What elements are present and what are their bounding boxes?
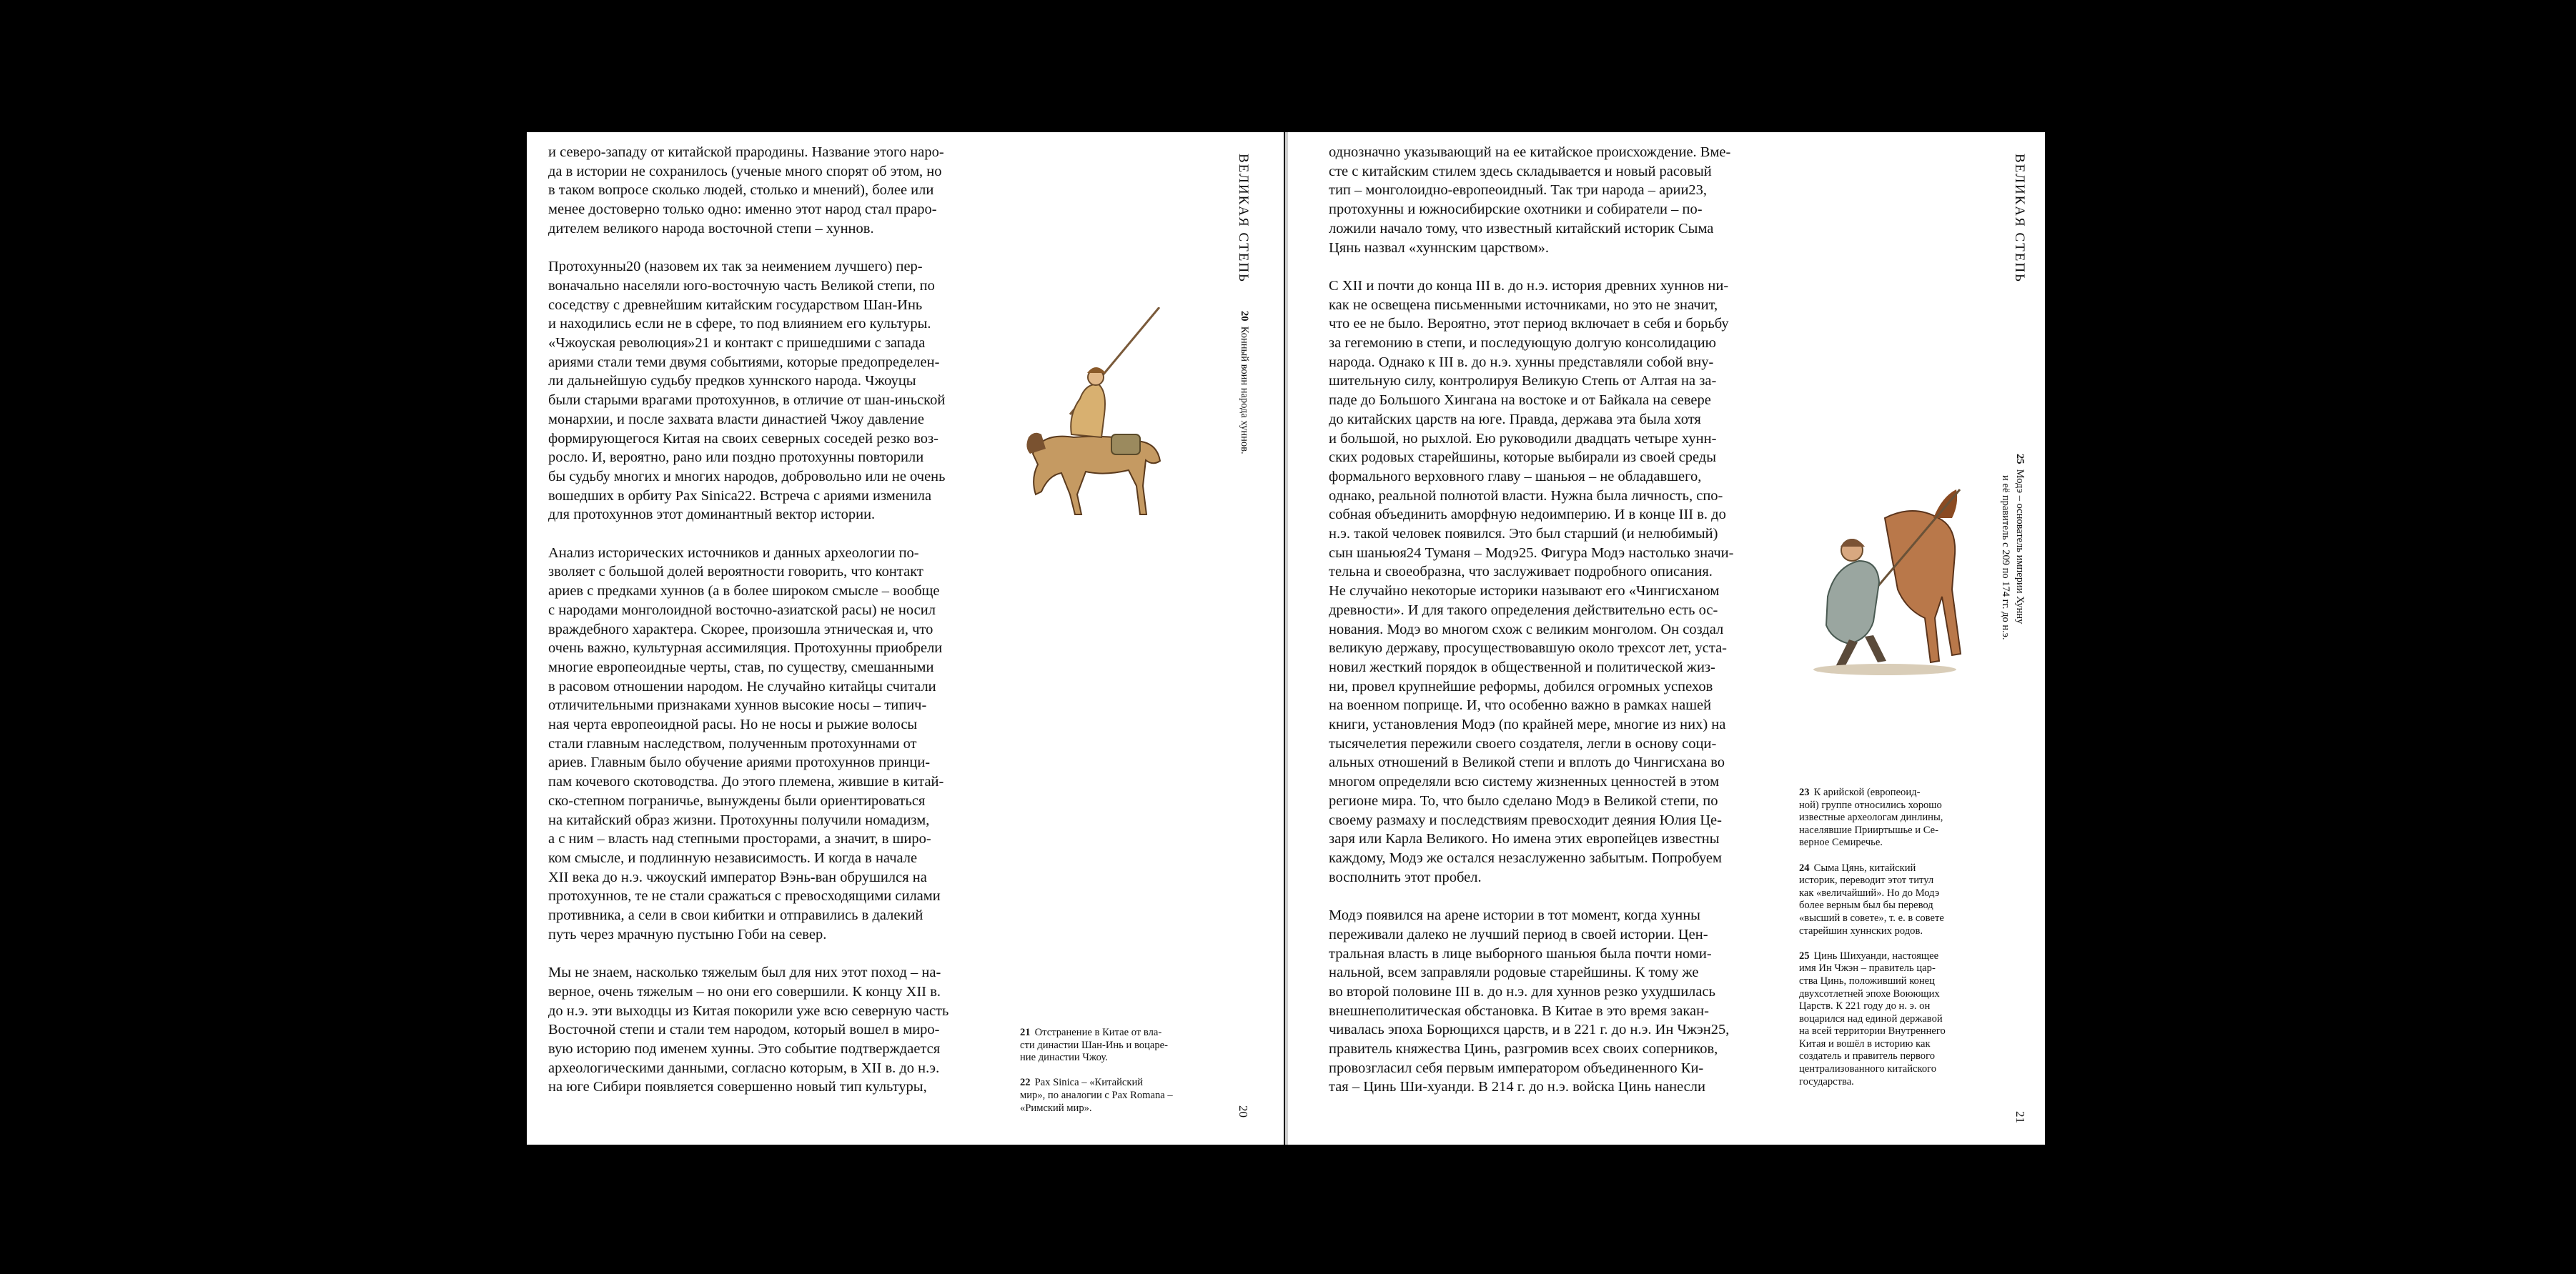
text-line: менее достоверно только одно: именно этот народ стал прaро-: [548, 201, 937, 218]
text-line: археологическими данными, согласно которым, в XII в. до н.э.: [548, 1060, 940, 1076]
text-line: тип – монголоидно-европеоидный. Так три народа – арии23,: [1329, 182, 1708, 199]
footnote: [1799, 862, 1946, 938]
footnote-text: Отстранение в Китае от вла-: [1034, 1027, 1162, 1038]
footnote-text: воцарился над единой державой: [1799, 1012, 1943, 1025]
right-main-text: [1329, 143, 1733, 1116]
right-page: [1288, 132, 2045, 1145]
text-line: формирующегося Китая на своих северных соседей резко воз-: [548, 430, 938, 447]
text-line: ком смысле, и подлинную независимость. И когда в начале: [548, 850, 918, 866]
text-line: формального верховного главу – шаньюя – не обладавшего,: [1329, 468, 1702, 484]
text-line: ложили начало тому, что известный китайский историк Сыма: [1329, 220, 1714, 237]
text-line: до н.э. эти выходцы из Китая покорили уже всю северную часть: [548, 1002, 949, 1019]
text-line: тысячелетия пережили своего создателя, легли в основу соци-: [1329, 735, 1717, 752]
paragraph: [548, 544, 948, 945]
text-line: ариями стали теми двумя событиями, которые предопределен-: [548, 354, 940, 370]
footnote-text: мир», по аналогии с Pax Romana –: [1020, 1089, 1173, 1101]
text-line: регионе мира. То, что было сделано Модэ в Великой степи, по: [1329, 792, 1718, 809]
text-line: однако, реальной полнотой власти. Нужна была личность, спо-: [1329, 487, 1723, 504]
text-line: соседству с древнейшим китайским государством Шан-Инь: [548, 297, 923, 313]
footnote-line: [1799, 1076, 1946, 1089]
text-line: чивалась эпоха Борющихся царств, и в 221 г. до н.э. Ин Чжэн25,: [1329, 1022, 1730, 1038]
text-line: ли дальнейшую судьбу предков хуннского народа. Чжоуцы: [548, 373, 916, 389]
right-page-number: 21: [2013, 1111, 2027, 1123]
footnote-text: на всей территории Внутреннего: [1799, 1025, 1946, 1037]
footnote-line: [1020, 1077, 1173, 1090]
footnote-number: 21: [1020, 1027, 1031, 1038]
text-line: и северо-западу от китайской прародины. Название этого наро-: [548, 144, 944, 160]
text-line: ско-степном пограничье, вынуждены были ориентироваться: [548, 792, 926, 809]
text-line: Восточной степи и стали тем народом, который вошел в миро-: [548, 1022, 940, 1038]
text-line: очень важно, культурная ассимиляция. Протохунны приобрели: [548, 640, 943, 657]
caption-text: Конный воин народа хуннов.: [1239, 326, 1250, 454]
caption-line-1: 25 Модэ – основатель империи Хуннy: [2014, 454, 2026, 624]
footnote-text: К арийской (европеоид-: [1813, 787, 1921, 798]
footnote-text: ние династии Чжоу.: [1020, 1052, 1108, 1064]
footnote-number: 24: [1799, 862, 1810, 874]
text-line: ских родовых старейшины, которые выбирали из своей среды: [1329, 449, 1716, 466]
text-line: многие европеоидные черты, став, по существу, смешанными: [548, 659, 934, 675]
footnote-text: централизованного китайского: [1799, 1063, 1937, 1075]
footnote-line: [1799, 862, 1946, 875]
left-page: [527, 132, 1284, 1145]
footnote-line: [1799, 1063, 1946, 1076]
footnote-line: [1799, 825, 1946, 837]
text-line: в таком вопросе сколько людей, столько и мнений), более или: [548, 182, 934, 199]
text-line: ная черта европеоидной расы. Но не носы и рыжие волосы: [548, 717, 918, 733]
footnote: [1799, 787, 1946, 850]
text-line: зволяет с большой долей вероятности говорить, что контакт: [548, 564, 923, 580]
text-line: XII века до н.э. чжоуский император Вэнь-ван обрушился на: [548, 869, 927, 885]
text-line: сын шаньюя24 Туманя – Модэ25. Фигура Модэ настолько значи-: [1329, 544, 1734, 561]
text-line: правитель княжества Цинь, разгромив всех своих соперников,: [1329, 1041, 1718, 1057]
footnote-text: Сыма Цянь, китайский: [1813, 862, 1916, 874]
footnote-text: государства.: [1799, 1075, 1854, 1088]
footnote-line: [1799, 900, 1946, 912]
text-line: «Чжоуская революция»21 и контакт с пришедшими с запада: [548, 335, 926, 352]
text-line: Протохунны20 (назовем их так за неимением лучшего) пер-: [548, 259, 923, 275]
right-footnotes: [1799, 787, 1946, 1101]
text-line: заря или Карла Великого. Но имена этих европейцев известны: [1329, 831, 1720, 847]
text-line: великую державу, просуществовавшую около трехсот лет, уста-: [1329, 640, 1727, 657]
footnote-line: [1799, 988, 1946, 1001]
left-main-text: [548, 143, 948, 1116]
footnote-text: «высший в совете», т. е. в совете: [1799, 912, 1944, 924]
text-line: верное, очень тяжелым – но они его совершили. К концу XII в.: [548, 983, 941, 1000]
paragraph: [548, 143, 948, 239]
caption-number: 20: [1239, 311, 1250, 322]
text-line: враждебного характера. Скорее, произошла этническая и, что: [548, 621, 933, 637]
warrior-with-horse-illustration: [1799, 475, 1971, 682]
text-line: Анализ исторических источников и данных археологии по-: [548, 544, 919, 561]
footnote-text: ной) группе относились хорошо: [1799, 799, 1942, 811]
footnote-line: [1020, 1103, 1173, 1115]
text-line: с народами монголоидной восточно-азиатской расы) не носил: [548, 602, 936, 618]
footnote-text: населявшие Прииртышье и Се-: [1799, 824, 1938, 836]
footnote: [1020, 1027, 1173, 1065]
left-footnotes: [1020, 1027, 1173, 1128]
text-line: собная объединить аморфную недоимперию. И в конце III в. до: [1329, 507, 1726, 523]
footnote-text: «Римский мир».: [1020, 1102, 1092, 1114]
text-line: росло. И, вероятно, рано или поздно протохунны повторили: [548, 449, 924, 466]
text-line: протохуннов, те не стали сражаться с превосходящими силами: [548, 888, 941, 905]
footnote-line: [1799, 875, 1946, 887]
paragraph: [1329, 143, 1733, 257]
text-line: бы судьбу многих и многих народов, добровольно или не очень: [548, 468, 946, 484]
footnote-line: [1799, 1038, 1946, 1051]
footnote-line: [1799, 1025, 1946, 1038]
text-line: до китайских царств на юге. Правда, держава эта была хотя: [1329, 411, 1701, 427]
text-line: были старыми врагами протохуннов, в отличие от шан-иньской: [548, 392, 946, 409]
text-line: а с ним – власть над степными просторами, а значит, в широ-: [548, 831, 931, 847]
text-line: своему размаху и последствиям превосходит деяния Юлия Це-: [1329, 812, 1722, 828]
text-line: монархии, и после захвата власти династией Чжоу давление: [548, 411, 924, 427]
right-running-head: ВЕЛИКАЯ СТЕПЬ: [2012, 154, 2027, 283]
text-line: для протохуннов этот доминантный вектор истории.: [548, 507, 876, 523]
text-line: стали главным наследством, полученным протохуннами от: [548, 735, 917, 752]
text-line: С XII и почти до конца III в. до н.э. история древних хуннов ни-: [1329, 277, 1729, 294]
text-line: новил жесткий порядок в общественной и политической жиз-: [1329, 659, 1715, 675]
text-line: нования. Модэ во многом схож с великим монголом. Он создал: [1329, 621, 1724, 637]
footnote-line: [1799, 787, 1946, 800]
caption-number: 25: [2014, 454, 2026, 464]
footnote-text: историк, переводит этот титул: [1799, 875, 1934, 887]
footnote-line: [1799, 800, 1946, 812]
text-line: книги, установления Модэ (по крайней мере, многие из них) на: [1329, 717, 1726, 733]
footnote-line: [1799, 887, 1946, 900]
footnote-text: создатель и правитель первого: [1799, 1050, 1936, 1063]
text-line: в расовом отношении народом. Не случайно китайцы считали: [548, 678, 936, 695]
text-line: на китайский образ жизни. Протохунны получили номадизм,: [548, 812, 930, 828]
text-line: пам кочевого скотоводства. До этого племена, жившие в китай-: [548, 774, 944, 790]
text-line: противника, а сели в свои кибитки и отправились в далекий: [548, 907, 923, 924]
footnote-text: старейшин хуннских родов.: [1799, 925, 1923, 937]
text-line: провозгласил себя первым императором объединенного Ки-: [1329, 1060, 1704, 1076]
mounted-warrior-illustration: [1020, 307, 1184, 522]
footnote-line: [1799, 912, 1946, 925]
footnote-line: [1020, 1027, 1173, 1040]
text-line: и большой, но рыхлой. Ею руководили двадцать четыре хунн-: [1329, 430, 1717, 447]
footnote-line: [1799, 975, 1946, 988]
text-line: шительную силу, контролируя Великую Степь от Алтая на за-: [1329, 373, 1717, 389]
text-line: дителем великого народа восточной степи – хуннов.: [548, 220, 874, 237]
footnote: [1020, 1077, 1173, 1115]
footnote-text: верное Семиречье.: [1799, 837, 1883, 849]
text-line: за гегемонию в степи, и последующую долгую консолидацию: [1329, 335, 1716, 352]
footnote-text: Pax Sinica – «Китайский: [1034, 1077, 1144, 1089]
footnote: [1799, 950, 1946, 1089]
footnote-line: [1799, 1013, 1946, 1026]
footnote-text: имя Ин Чжэн – правитель цар-: [1799, 962, 1936, 975]
paragraph: [1329, 906, 1733, 1097]
footnote-line: [1799, 1000, 1946, 1013]
text-line: паде до Большого Хингана на востоке и от Байкала на севере: [1329, 392, 1711, 409]
footnote-line: [1799, 925, 1946, 938]
text-line: однозначно указывающий на ее китайское происхождение. Вме-: [1329, 144, 1731, 160]
text-line: Цянь назвал «хуннским царством».: [1329, 239, 1550, 256]
footnote-line: [1020, 1090, 1173, 1103]
text-line: ни, провел крупнейшие реформы, добился огромных успехов: [1329, 678, 1713, 695]
text-line: многом определяли всю систему жизненных ценностей в этом: [1329, 774, 1720, 790]
text-line: на военном поприще. И, что особенно важно в рамках нашей: [1329, 697, 1712, 714]
footnote-number: 22: [1020, 1077, 1031, 1089]
text-line: сте с китайским стилем здесь складывается и новый расовый: [1329, 163, 1712, 179]
text-line: вую историю под именем хунны. Это событие подтверждается: [548, 1041, 941, 1057]
footnote-number: 23: [1799, 787, 1810, 798]
footnote-line: [1799, 962, 1946, 975]
caption-line-2: и её правитель с 209 по 174 гг. до н.э.: [2000, 475, 2011, 640]
text-line: каждому, Модэ же остался незаслуженно забытым. Попробуем: [1329, 850, 1722, 866]
text-line: вошедших в орбиту Pax Sinica22. Встреча с ариями изменила: [548, 487, 932, 504]
text-line: альных отношений в Великой степи и вплоть до Чингисхана во: [1329, 755, 1725, 771]
text-line: восполнить этот пробел.: [1329, 869, 1482, 885]
footnote-text: как «величайший». Но до Модэ: [1799, 887, 1940, 899]
footnote-text: сти династии Шан-Инь и воцаре-: [1020, 1039, 1168, 1051]
paragraph: [548, 257, 948, 524]
text-line: отличительными признаками хуннов высокие носы – типич-: [548, 697, 927, 714]
text-line: ариев с предками хуннов (а в более широком смысле – вообще: [548, 583, 940, 599]
left-page-number: 20: [1237, 1105, 1250, 1118]
text-line: на юге Сибири появляется совершенно новый тип культуры,: [548, 1079, 927, 1095]
footnote-text: Китая и вошёл в историю как: [1799, 1037, 1931, 1050]
text-line: во второй половине III в. до н.э. для хуннов резко ухудшилась: [1329, 983, 1715, 1000]
footnote-text: известные археологам динлины,: [1799, 812, 1943, 824]
text-line: Не случайно некоторые историки называют его «Чингисханом: [1329, 583, 1720, 599]
footnote-text: Цинь Шихуанди, настоящее: [1813, 950, 1939, 962]
footnote-text: более верным был бы перевод: [1799, 900, 1933, 912]
left-running-head: ВЕЛИКАЯ СТЕПЬ: [1236, 154, 1251, 283]
text-line: н.э. такой человек появился. Это был старший (и нелюбимый): [1329, 526, 1718, 542]
footnote-line: [1799, 950, 1946, 963]
text-line: Мы не знаем, насколько тяжелым был для них этот поход – на-: [548, 965, 941, 981]
text-line: протохунны и южносибирские охотники и собиратели – по-: [1329, 201, 1703, 218]
text-line: путь через мрачную пустыню Гоби на север.: [548, 926, 827, 942]
footnote-line: [1799, 1050, 1946, 1063]
footnote-line: [1799, 837, 1946, 850]
text-line: тральная власть в лице выборного шаньюя была почти номи-: [1329, 945, 1712, 962]
text-line: и находились если не в сфере, то под влиянием его культуры.: [548, 316, 931, 332]
footnote-line: [1799, 812, 1946, 825]
footnote-text: двухсотлетней эпохе Воюющих: [1799, 987, 1940, 1000]
text-line: народа. Однако к III в. до н.э. хунны представляли собой вну-: [1329, 354, 1714, 370]
text-line: внешнеполитическая обстановка. В Китае в это время закан-: [1329, 1002, 1709, 1019]
paragraph: [548, 963, 948, 1097]
text-line: воначально населяли юго-восточную часть Великой степи, по: [548, 277, 935, 294]
footnote-line: [1020, 1052, 1173, 1065]
text-line: Модэ появился на арене истории в тот момент, когда хунны: [1329, 907, 1700, 924]
left-illustration-caption: [1238, 311, 1250, 454]
text-line: ариев. Главным было обучение ариями протохуннов принци-: [548, 755, 931, 771]
text-line: что ее не было. Вероятно, этот период включает в себя и борьбу: [1329, 316, 1729, 332]
right-illustration-caption: [1998, 454, 2027, 640]
text-line: тая – Цинь Ши-хуанди. В 214 г. до н.э. войска Цинь нанесли: [1329, 1079, 1705, 1095]
footnote-number: 25: [1799, 950, 1810, 962]
paragraph: [1329, 277, 1733, 887]
text-line: нальной, всем заправляли родовые старейшины. К тому же: [1329, 965, 1699, 981]
footnote-text: Царств. К 221 году до н. э. он: [1799, 1000, 1931, 1012]
text-line: как не освещена письменными источниками, но это не значит,: [1329, 297, 1718, 313]
text-line: древности». И для такого определения действительно есть ос-: [1329, 602, 1718, 618]
text-line: да в истории не сохранилось (ученые много спорят об этом, но: [548, 163, 942, 179]
text-line: тельна и своеобразна, что заслуживает подробного описания.: [1329, 564, 1713, 580]
text-line: переживали далеко не лучший период в своей истории. Цен-: [1329, 926, 1708, 942]
footnote-line: [1020, 1040, 1173, 1052]
footnote-text: ства Цинь, положивший конец: [1799, 975, 1935, 987]
